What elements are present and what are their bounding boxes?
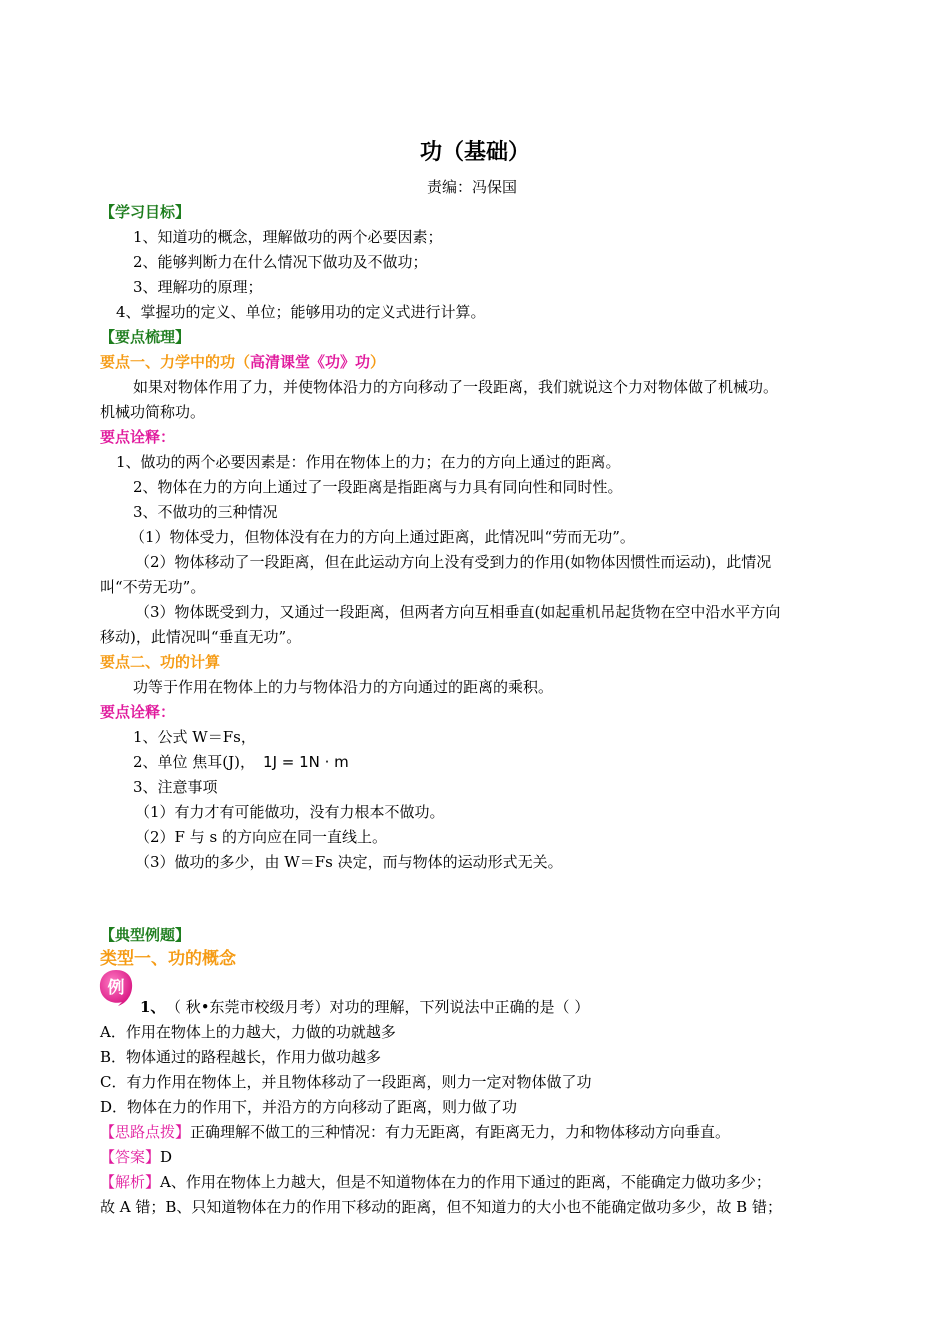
answer-line <box>100 1147 172 1167</box>
note1-item: 移动)，此情况叫“垂直无功”。 <box>100 628 302 646</box>
note1-item: 2、物体在力的方向上通过了一段距离是指距离与力具有同向性和同时性。 <box>133 478 623 496</box>
note2-item: 3、注意事项 <box>133 778 218 796</box>
note2-item: （2）F 与 s 的方向应在同一直线上。 <box>135 828 387 846</box>
option-b: B．物体通过的路程越长，作用力做功越多 <box>100 1048 382 1066</box>
analysis-continued: 故 A 错；B、只知道物体在力的作用下移动的距离，但不知道力的大小也不能确定做功多少，故 B 错； <box>100 1198 782 1216</box>
analysis-line <box>100 1172 771 1192</box>
point2-paragraph: 功等于作用在物体上的力与物体沿力的方向通过的距离的乘积。 <box>133 678 554 696</box>
note2-unit <box>133 752 349 772</box>
answer-text: D <box>160 1148 173 1166</box>
goal-item: 1、知道功的概念，理解做功的两个必要因素； <box>133 228 443 246</box>
answer-label: 【答案】 <box>100 1148 161 1166</box>
point2-title: 要点二、功的计算 <box>100 653 221 671</box>
question-1 <box>140 997 589 1017</box>
note2-formula: 1、公式 W＝Fs， <box>133 728 256 746</box>
editor-line: 责编：冯保国 <box>427 178 518 196</box>
type1-title: 类型一、功的概念 <box>100 949 236 969</box>
option-c: C．有力作用在物体上，并且物体移动了一段距离，则力一定对物体做了功 <box>100 1073 592 1091</box>
point1-title-text: 要点一、力学中的功（ <box>100 353 251 371</box>
goal-item: 3、理解功的原理； <box>133 278 263 296</box>
examples-heading: 【典型例题】 <box>100 926 191 944</box>
hint-line <box>100 1122 730 1142</box>
analysis-label: 【解析】 <box>100 1173 161 1191</box>
note1-heading: 要点诠释： <box>100 428 176 446</box>
example-badge-text: 例 <box>107 978 125 998</box>
note1-item: （1）物体受力，但物体没有在力的方向上通过距离，此情况叫“劳而无功”。 <box>130 528 635 546</box>
option-d: D．物体在力的作用下，并沿方的方向移动了距离，则力做了功 <box>100 1098 518 1116</box>
option-a: A．作用在物体上的力越大，力做的功就越多 <box>100 1023 396 1041</box>
note1-item: 1、做功的两个必要因素是：作用在物体上的力；在力的方向上通过的距离。 <box>116 453 621 471</box>
point1-title-link: 高清课堂《功》功 <box>250 353 371 371</box>
note1-item: 叫“不劳无功”。 <box>100 578 206 596</box>
goal-item: 2、能够判断力在什么情况下做功及不做功； <box>133 253 428 271</box>
note1-item: （3）物体既受到力，又通过一段距离，但两者方向互相垂直(如起重机吊起货物在空中沿水平方向 <box>135 603 781 621</box>
doc-title: 功（基础） <box>419 139 530 165</box>
points-heading: 【要点梳理】 <box>100 328 191 346</box>
note2-unit-text: 2、单位 焦耳(J)， <box>133 753 256 771</box>
point1-title-close: ） <box>370 353 386 371</box>
note2-heading: 要点诠释： <box>100 703 176 721</box>
hint-label: 【思路点拨】 <box>100 1123 191 1141</box>
hint-text: 正确理解不做工的三种情况：有力无距离，有距离无力，力和物体移动方向垂直。 <box>190 1123 731 1141</box>
example-badge-icon <box>98 968 134 1008</box>
point1-paragraph: 机械功简称功。 <box>100 403 206 421</box>
analysis-text: A、作用在物体上力越大，但是不知道物体在力的作用下通过的距离，不能确定力做功多少； <box>160 1173 771 1191</box>
goal-item: 4、掌握功的定义、单位；能够用功的定义式进行计算。 <box>116 303 486 321</box>
point1-title <box>100 352 385 372</box>
note1-item: 3、不做功的三种情况 <box>133 503 278 521</box>
goals-heading: 【学习目标】 <box>100 203 191 221</box>
unit-equation: 1J = 1N · m <box>263 753 349 771</box>
question-text: （ 秋•东莞市校级月考）对功的理解，下列说法中正确的是（ ） <box>173 998 590 1016</box>
question-number: 1、 <box>140 998 166 1016</box>
note2-item: （1）有力才有可能做功，没有力根本不做功。 <box>135 803 445 821</box>
note1-item: （2）物体移动了一段距离，但在此运动方向上没有受到力的作用(如物体因惯性而运动)，此情况 <box>135 553 772 571</box>
point1-paragraph: 如果对物体作用了力，并使物体沿力的方向移动了一段距离，我们就说这个力对物体做了机械功。 <box>133 378 779 396</box>
note2-item: （3）做功的多少，由 W＝Fs 决定，而与物体的运动形式无关。 <box>135 853 563 871</box>
